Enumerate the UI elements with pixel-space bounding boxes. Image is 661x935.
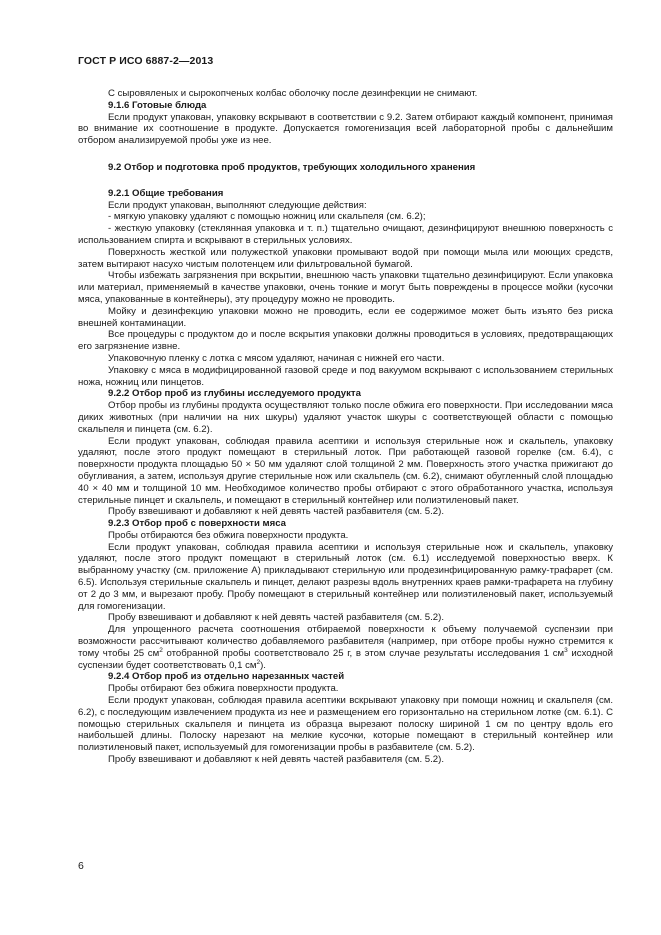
paragraph-with-units [78, 624, 613, 671]
document-body [78, 88, 613, 766]
paragraph: Если продукт упакован, выполняют следующие действия: [108, 199, 367, 211]
paragraph: Пробы отбирают без обжига поверхности продукта. [108, 683, 339, 695]
superscript: 2 [159, 646, 163, 654]
list-item: - жесткую упаковку (стеклянная упаковка и т. п.) тщательно очищают, дезинфицируют внешнюю поверхность с использованием спирта и вскрывают в стерильных условиях. [78, 223, 613, 246]
paragraph: Все процедуры с продуктом до и после вскрытия упаковки должны проводиться в условиях, предотвращающих его загрязнение извне. [78, 329, 613, 353]
paragraph: Чтобы избежать загрязнения при вскрытии, внешнюю часть упаковки тщательно дезинфицируют. Если упаковка или материал, применяемый в качестве упаковки, очень тонкие и могут быть повреждены в процессе мойки (кусочки мяса, упакованные в контейнеры), эту процедуру можно не проводить. [78, 270, 613, 305]
text-run: исходной суспензии будет соответствовать 0,1 см [78, 647, 613, 671]
section-heading-9-2-4: 9.2.4 Отбор проб из отдельно нарезанных частей [108, 671, 345, 683]
page-header-standard-title: ГОСТ Р ИСО 6887-2—2013 [78, 55, 214, 67]
paragraph: С сыровяленых и сырокопченых колбас оболочку после дезинфекции не снимают. [108, 88, 478, 99]
page-number: 6 [78, 860, 84, 872]
paragraph: Если продукт упакован, соблюдая правила асептики и используя стерильные нож и скальпель, упаковку удаляют, после этого продукт помещают в стерильный лоток (см. 6.1) исследуемой поверхностью вверх. К выбранному участку (см. приложение А) прикладывают стерильную или продезинфицированную рамку-трафарет (см. 6.5). Используя стерильные скальпель и пинцет, делают разрезы вдоль внутренних краев рамки-трафарета на глубину от 2 до 3 мм, и вырезают пробу. Пробу помещают в стерильный контейнер или полиэтиленовый пакет, используемый для гомогенизации. [78, 541, 613, 612]
section-heading-9-2-1: 9.2.1 Общие требования [108, 187, 224, 199]
paragraph: Пробы отбираются без обжига поверхности продукта. [108, 529, 349, 541]
paragraph: Пробу взвешивают и добавляют к ней девять частей разбавителя (см. 5.2). [108, 506, 444, 518]
paragraph: Пробу взвешивают и добавляют к ней девять частей разбавителя (см. 5.2). [108, 754, 444, 766]
superscript: 3 [564, 646, 568, 654]
text-run: отобранной пробы соответствовало 25 г, в этом случае результаты исследования 1 см [162, 647, 565, 659]
section-heading-9-2-2: 9.2.2 Отбор проб из глубины исследуемого продукта [108, 388, 361, 400]
paragraph: Упаковочную пленку с лотка с мясом удаляют, начиная с нижней его части. [108, 352, 445, 364]
text-run: ). [260, 659, 266, 671]
text-run: Для упрощенного расчета соотношения отбираемой поверхности к объему получаемой суспензии при возможности рассчитывают количество добавляемого разбавителя (например, при отборе пробы нужно стремится к тому чтобы 25 см [78, 624, 613, 659]
section-heading-9-2: 9.2 Отбор и подготовка проб продуктов, требующих холодильного хранения [108, 161, 476, 173]
paragraph: Отбор пробы из глубины продукта осуществляют только после обжига его поверхности. При исследовании мяса диких животных (при наличии на них шкуры) удаляют участок шкуры с соответствующей области с помощью скальпеля и пинцета (см. 6.2). [78, 400, 613, 435]
paragraph: Если продукт упакован, соблюдая правила асептики и используя стерильные нож и скальпель, упаковку удаляют, после этого продукт помещают в стерильный лоток. При работающей газовой горелке (см. 6.4), с поверхности продукта площадью 50 × 50 мм удаляют слой толщиной 2 мм. Поверхность этого участка прижигают до обугливания, а затем, используя другие стерильные нож или скальпель (см. 6.2), снимают обугленный слой площадью 40 × 40 мм и толщиной 10 мм. Необходимое количество пробы отбирают с этого обработанного участка, используя стерильные пинцет и скальпель, и помещают в стерильный контейнер или полиэтиленовый пакет. [78, 435, 613, 506]
section-heading-9-2-3: 9.2.3 Отбор проб с поверхности мяса [108, 518, 287, 530]
section-heading-9-1-6: 9.1.6 Готовые блюда [108, 99, 207, 111]
paragraph: Упаковку с мяса в модифицированной газовой среде и под вакуумом вскрывают с использованием стерильных ножа, ножниц или пинцетов. [78, 364, 613, 388]
paragraph: Поверхность жесткой или полужесткой упаковки промывают водой при помощи мыла или моющих средств, затем вытирают насухо чистым полотенцем или фильтровальной бумагой. [78, 246, 613, 270]
paragraph: Если продукт упакован, упаковку вскрывают в соответствии с 9.2. Затем отбирают каждый компонент, принимая во внимание их соотношение в продукте. Допускается гомогенизация всей лабораторной пробы с дальнейшим отбором анализируемой пробы уже из нее. [78, 111, 613, 147]
list-item: - мягкую упаковку удаляют с помощью ножниц или скальпеля (см. 6.2); [108, 211, 426, 223]
paragraph: Пробу взвешивают и добавляют к ней девять частей разбавителя (см. 5.2). [108, 612, 444, 624]
paragraph: Если продукт упакован, соблюдая правила асептики вскрывают упаковку при помощи ножниц и скальпеля (см. 6.2), с последующим извлечением продукта из нее и размещением его горизонтально на стерильном лотке (см. 6.1). С помощью стерильных скальпеля и пинцета из образца вырезают полоску шириной 1 см по центру вдоль его наибольшей длины. Полоску нарезают на мелкие кусочки, которые помещают в стерильный контейнер или полиэтиленовый пакет, используемый для гомогенизации пробы в разбавителе (см. 5.2). [78, 695, 613, 754]
superscript: 2 [256, 658, 261, 666]
paragraph: Мойку и дезинфекцию упаковки можно не проводить, если ее содержимое может быть изъято без риска внешней контаминации. [78, 305, 613, 329]
